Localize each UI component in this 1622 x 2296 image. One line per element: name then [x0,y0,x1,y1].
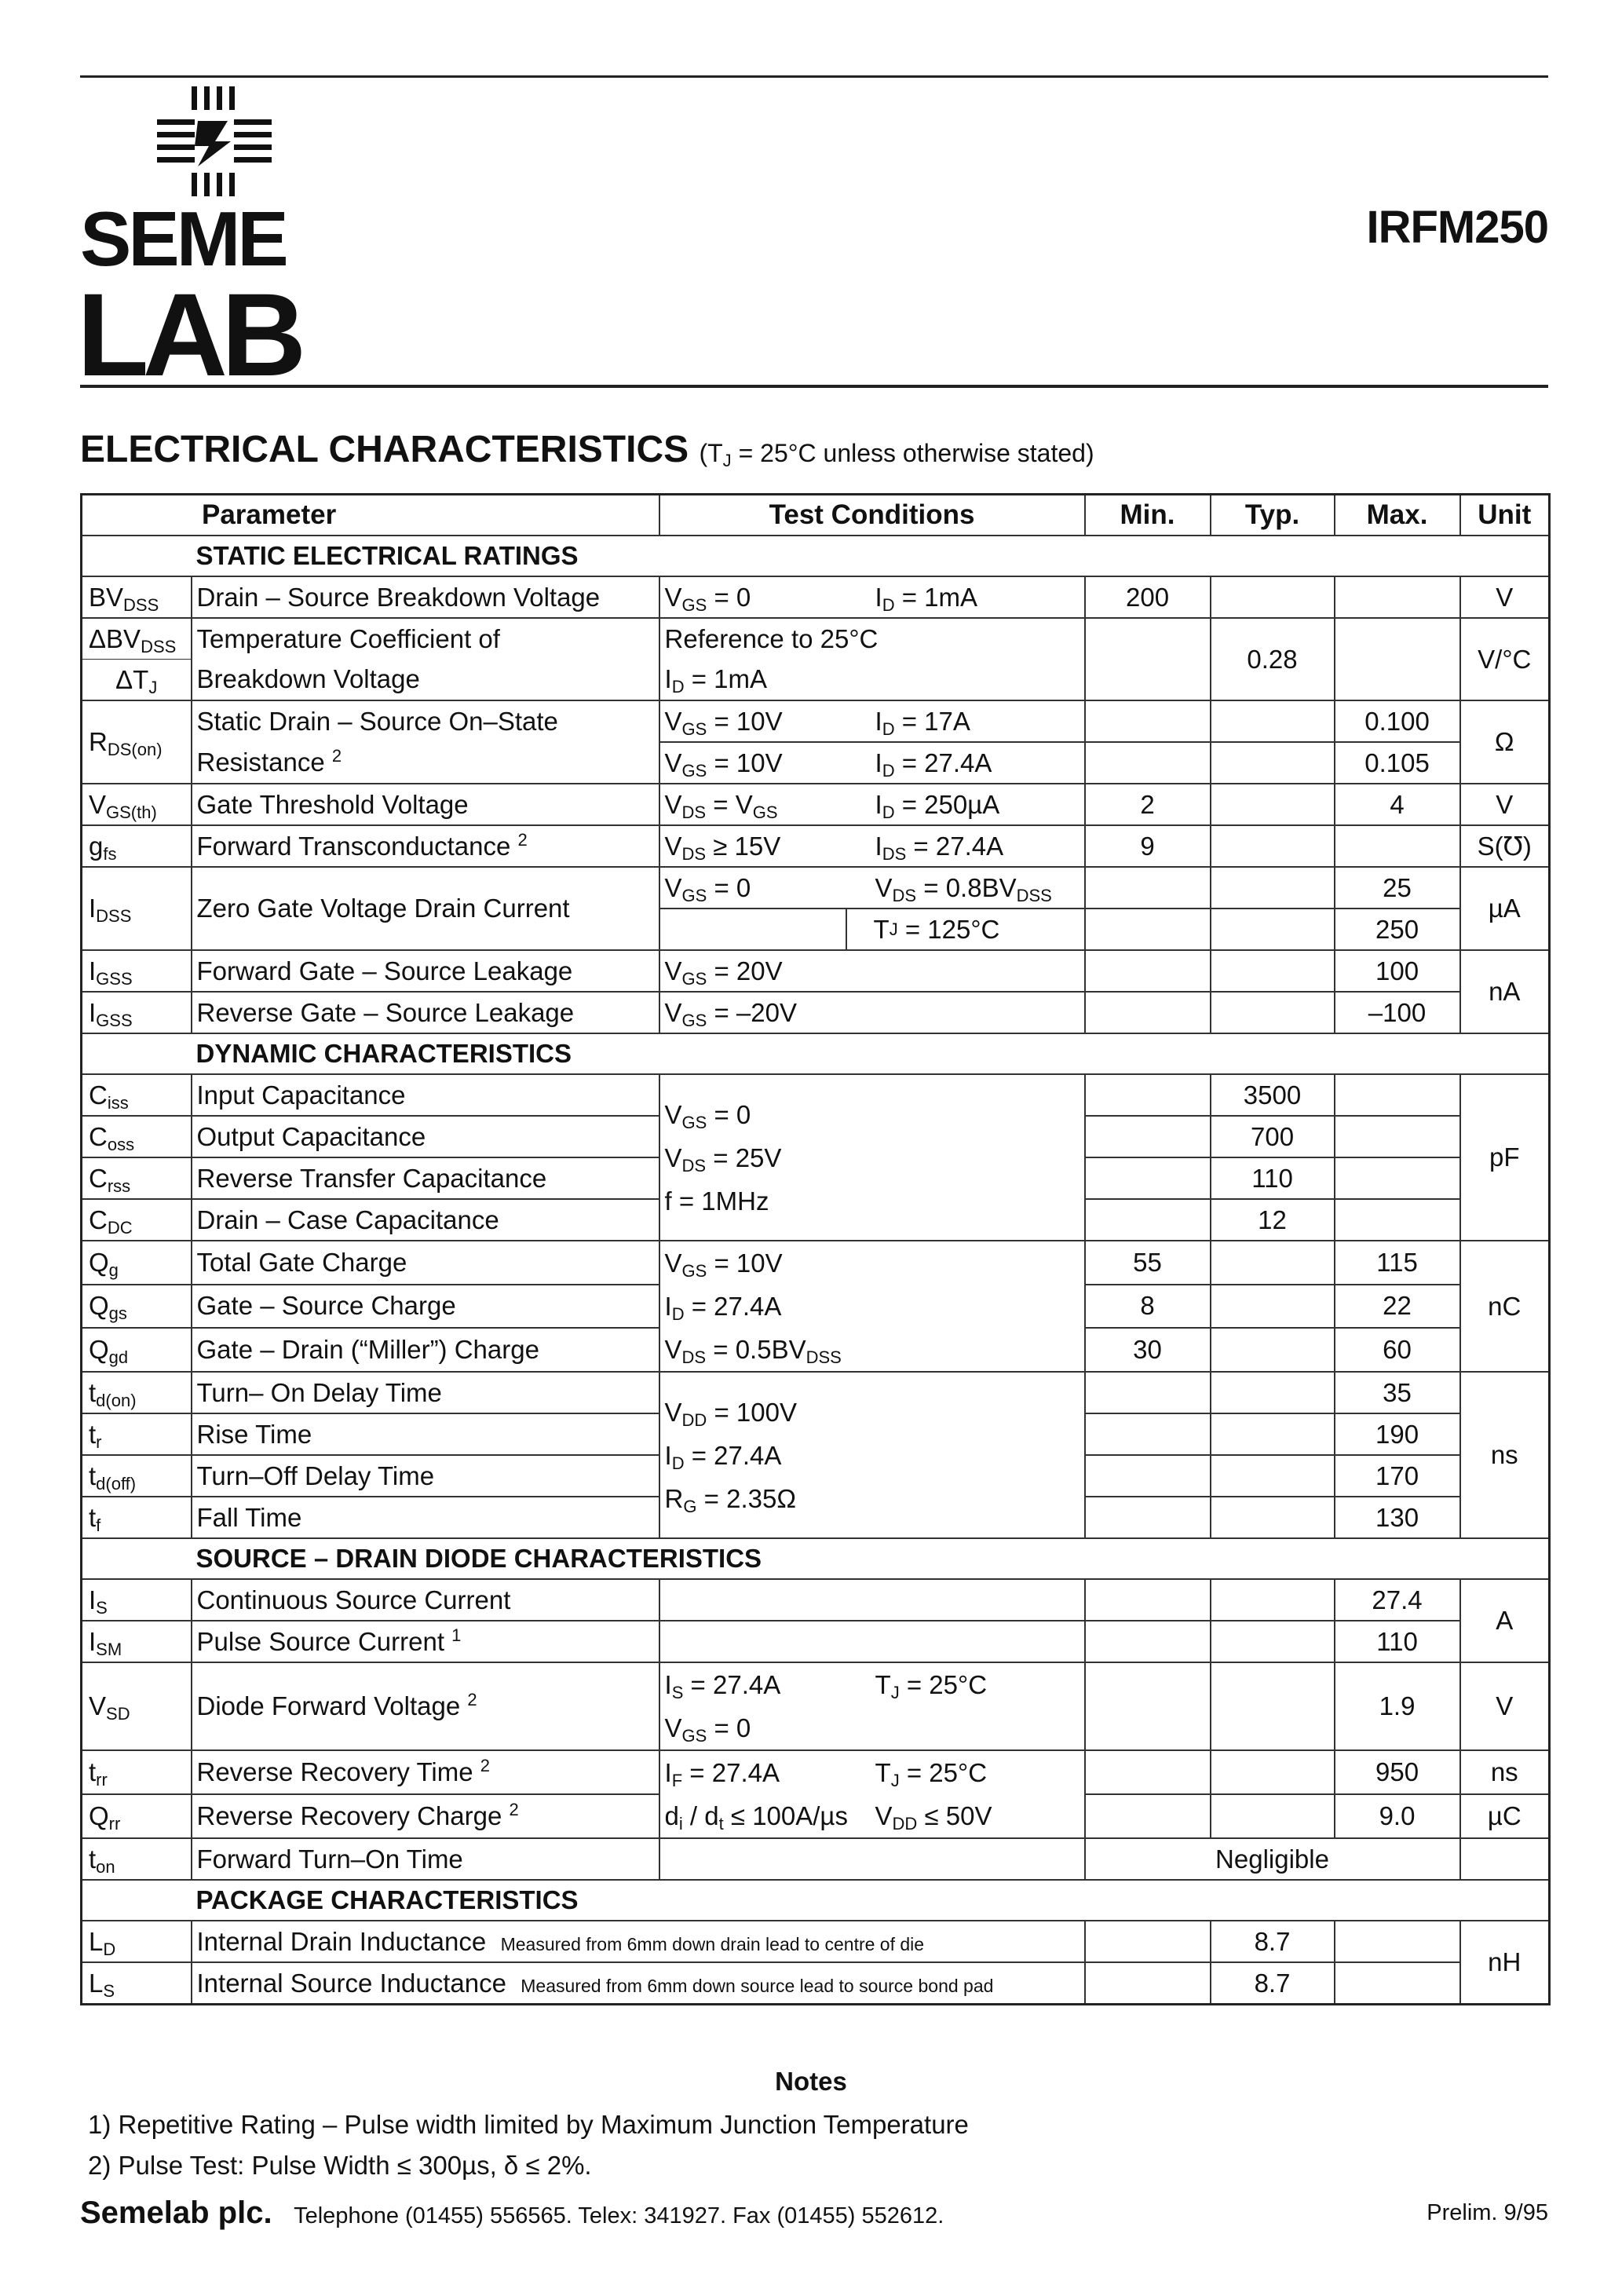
symbol-dbvdss: $\Delta BV_{DSS}$ [82,618,192,660]
table-row: $BV_{DSS}$ Drain – Source Breakdown Voltage $V_{GS} = 0$ $I_D = 1mA$ 200 V [82,576,1550,618]
table-row: $V_{GS(th)}$ Gate Threshold Voltage $V_{DS} = V_{GS}$ $I_D = 250\mu A$ 2 4 V [82,784,1550,825]
section-title [80,428,1094,471]
header-min: Min. [1085,495,1211,536]
table-row: $Q_{rr}$ Reverse Recovery Charge $^2$ 9.0 µC [82,1794,1550,1838]
table-row: $Q_{gs}$ Gate – Source Charge 8 22 [82,1285,1550,1329]
top-rule [80,75,1548,78]
section-diode: SOURCE – DRAIN DIODE CHARACTERISTICS [82,1538,1550,1579]
table-row: $t_{rr}$ Reverse Recovery Time $^2$ $I_F = 27.4A$ $T_J = 25^\circ C$ $d_i / d_t \le 100A/\mu s$ $V_{DD} \le 50V$ 950 ns [82,1750,1550,1794]
table-row: $C_{rss}$ Reverse Transfer Capacitance 110 [82,1157,1550,1199]
table-row: Resistance $^2$ $V_{GS} = 10V$ $I_D = 27.4A$ 0.105 [82,742,1550,784]
table-row: $I_{DSS}$ Zero Gate Voltage Drain Current $V_{GS} = 0$ $V_{DS} = 0.8BV_{DSS}$ 25 µA [82,867,1550,909]
table-row: $L_D$ Internal Drain Inductance Measured from 6mm down drain lead to centre of die 8.7 nH [82,1921,1550,1962]
section-subtitle: ($T_J = 25^\circ C$ unless otherwise stated) [699,439,1094,470]
logo-text-seme: SEME [80,196,286,282]
table-row: $I_{GSS}$ Forward Gate – Source Leakage $V_{GS} = 20V$ 100 nA [82,950,1550,992]
table-row: $t_f$ Fall Time 130 [82,1497,1550,1538]
header-parameter: Parameter [82,495,659,536]
table-row: T J = 125°C 250 [82,909,1550,950]
note-2: 2) Pulse Test: Pulse Width ≤ 300µs, δ ≤ 2%. [88,2151,592,2180]
table-row: $L_S$ Internal Source Inductance Measured from 6mm down source lead to source bond pad 8.7 [82,1962,1550,2005]
notes [88,2104,969,2186]
section-package: PACKAGE CHARACTERISTICS [82,1880,1550,1921]
header-typ: Typ. [1211,495,1335,536]
header-test-conditions: Test Conditions [659,495,1085,536]
semelab-logo [80,85,355,387]
table-row: $Q_{gd}$ Gate – Drain (“Miller”) Charge 30 60 [82,1328,1550,1372]
table-row: $I_{GSS}$ Reverse Gate – Source Leakage $V_{GS} = -20V$ –100 [82,992,1550,1033]
section-static: STATIC ELECTRICAL RATINGS [82,536,1550,576]
table-row: $\Delta T_J$ Breakdown Voltage $I_D = 1mA$ [82,660,1550,701]
contact-info: Telephone (01455) 556565. Telex: 341927. Fax (01455) 552612. [294,2203,944,2228]
footer [80,2195,944,2231]
symbol-rds: $R_{DS(on)}$ [82,700,192,784]
header-max: Max. [1335,495,1460,536]
table-row: $t_r$ Rise Time 190 [82,1413,1550,1455]
table-row: $C_{oss}$ Output Capacitance 700 [82,1116,1550,1157]
part-number: IRFM250 [1366,202,1548,253]
characteristics-table [80,493,1548,2005]
table-row: $t_{d(off)}$ Turn–Off Delay Time 170 [82,1455,1550,1497]
table-row: $Q_g$ Total Gate Charge $V_{GS} = 10V$ $I_D = 27.4A$ $V_{DS} = 0.5BV_{DSS}$ 55 115 nC [82,1241,1550,1285]
header-row [82,495,1550,536]
table-row: $I_{SM}$ Pulse Source Current $^1$ 110 [82,1621,1550,1662]
note-1: 1) Repetitive Rating – Pulse width limited by Maximum Junction Temperature [88,2110,969,2139]
symbol-dtj: $\Delta T_J$ [82,660,192,701]
table-row: $t_{d(on)}$ Turn– On Delay Time $V_{DD} = 100V$ $I_D = 27.4A$ $R_G = 2.35\Omega$ 35 ns [82,1372,1550,1413]
table-row: $C_{DC}$ Drain – Case Capacitance 12 [82,1199,1550,1241]
table-row: $\Delta BV_{DSS}$ Temperature Coefficient of Reference to 25°C 0.28 V/°C [82,618,1550,660]
section-dynamic: DYNAMIC CHARACTERISTICS [82,1033,1550,1074]
table-row: $I_S$ Continuous Source Current 27.4 A [82,1579,1550,1621]
revision: Prelim. 9/95 [1427,2200,1548,2225]
section-title-text: ELECTRICAL CHARACTERISTICS [80,429,689,470]
header-unit: Unit [1460,495,1550,536]
table-row: $C_{iss}$ Input Capacitance $V_{GS} = 0$ $V_{DS} = 25V$ f = 1MHz 3500 pF [82,1074,1550,1116]
logo-text-lab: LAB [80,269,301,383]
company-name: Semelab plc. [80,2195,272,2230]
notes-title: Notes [775,2067,847,2096]
table-row: $R_{DS(on)}$ Static Drain – Source On–State $V_{GS} = 10V$ $I_D = 17A$ 0.100 Ω [82,700,1550,742]
table-row: $V_{SD}$ Diode Forward Voltage $^2$ $I_S = 27.4A$ $T_J = 25^\circ C$ $V_{GS} = 0$ 1.9 V [82,1662,1550,1750]
table-row: $g_{fs}$ Forward Transconductance $^2$ $V_{DS} \ge 15V$ $I_{DS} = 27.4A$ 9 S(℧) [82,825,1550,867]
symbol-bvdss: $BV_{DSS}$ [82,576,192,618]
table-row: $t_{on}$ Forward Turn–On Time Negligible [82,1838,1550,1880]
